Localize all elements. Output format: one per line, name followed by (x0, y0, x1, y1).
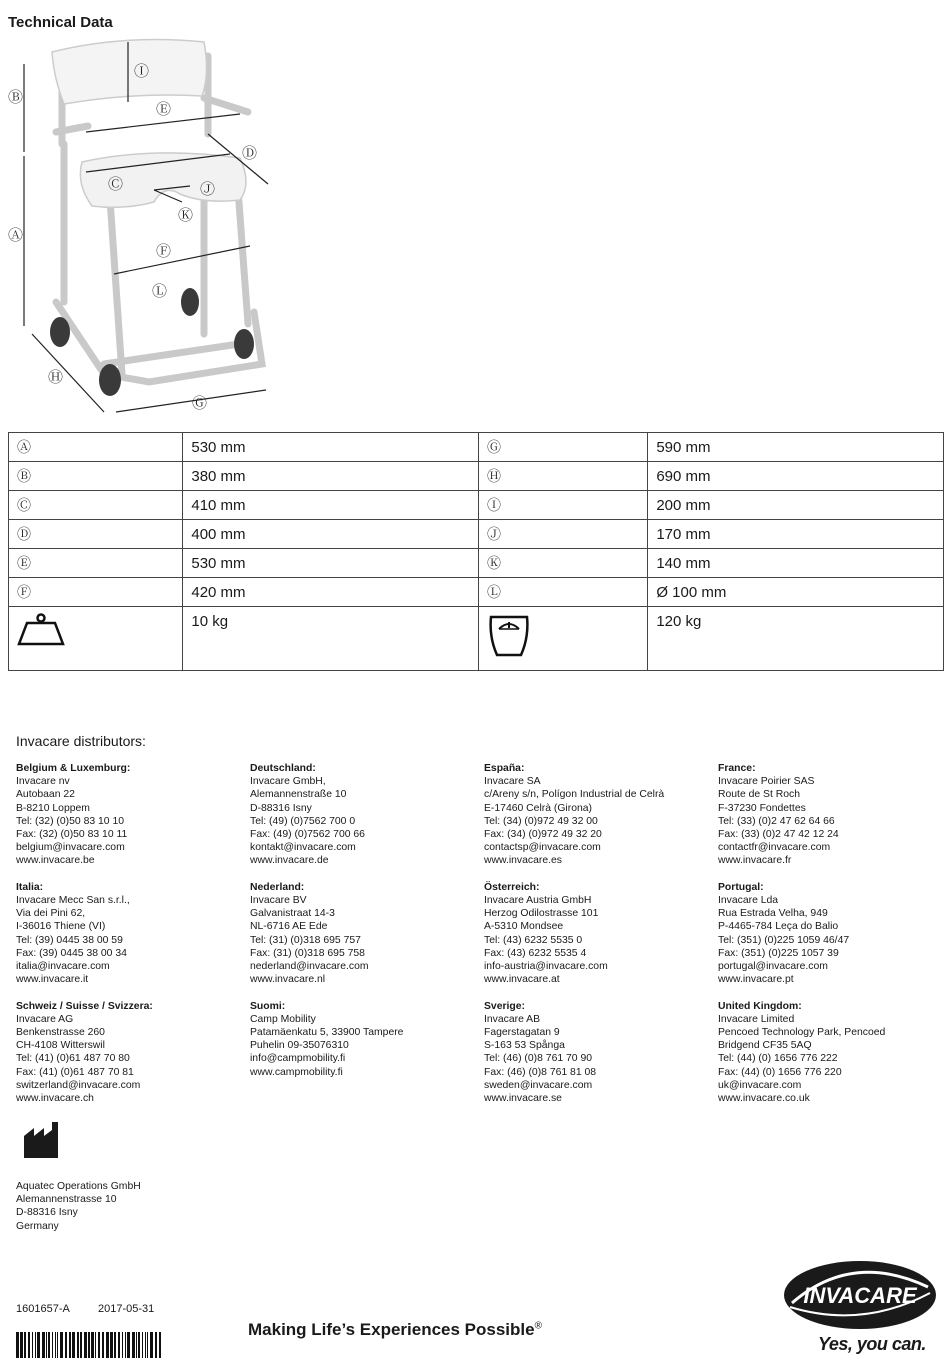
distributor-line: Galvanistraat 14-3 (250, 908, 335, 920)
distributor-line: Autobaan 22 (16, 789, 75, 801)
distributor-line: www.invacare.pt (718, 974, 794, 986)
distributor-line: Tel: (44) (0) 1656 776 222 (718, 1053, 838, 1065)
label-a: Ⓐ (8, 226, 24, 244)
tagline (248, 1320, 542, 1340)
label-i: Ⓘ (134, 62, 150, 80)
distributor-line: Patamäenkatu 5, 33900 Tampere (250, 1027, 404, 1039)
distributor-line: sweden@invacare.com (484, 1079, 593, 1091)
distributor-line: Fax: (39) 0445 38 00 34 (16, 947, 127, 959)
registered-mark: ® (534, 1320, 542, 1332)
distributor-block (484, 762, 712, 868)
label-l: Ⓛ (152, 282, 168, 300)
distributor-block (718, 1000, 946, 1106)
distributor-line: kontakt@invacare.com (250, 842, 356, 854)
distributor-line: www.invacare.se (484, 1093, 562, 1105)
barcode-bar (91, 1332, 94, 1358)
weight-icon-cell (9, 607, 183, 671)
distributor-line: Tel: (39) 0445 38 00 59 (16, 934, 123, 946)
spec-value: 590 mm (648, 433, 944, 462)
distributor-line: D-88316 Isny (250, 802, 312, 814)
chair-weight: 10 kg (183, 607, 479, 671)
barcode-bar (102, 1332, 104, 1358)
distributor-line: Tel: (34) (0)972 49 32 00 (484, 815, 598, 827)
distributor-line: Invacare Mecc San s.r.l., (16, 895, 130, 907)
spec-value: 200 mm (648, 491, 944, 520)
barcode-bar (16, 1332, 19, 1358)
distributor-line: Benkenstrasse 260 (16, 1027, 105, 1039)
distributor-block (16, 881, 244, 987)
spec-label: Ⓛ (478, 578, 647, 607)
distributor-line: Fax: (32) (0)50 83 10 11 (16, 829, 128, 841)
manufacturer-line: Aquatec Operations GmbH (16, 1181, 141, 1192)
spec-label: Ⓙ (478, 520, 647, 549)
manufacturer-line: Alemannenstrasse 10 (16, 1194, 117, 1206)
distributor-column-3 (484, 762, 712, 1118)
distributor-country: Suomi: (250, 1000, 286, 1012)
distributor-line: P-4465-784 Leça do Balio (718, 921, 839, 933)
barcode-bar (132, 1332, 135, 1358)
distributor-line: contactsp@invacare.com (484, 842, 601, 854)
manufacturer-line: Germany (16, 1220, 59, 1232)
distributor-block (250, 762, 478, 868)
barcode-bar (118, 1332, 120, 1358)
distributor-column-2 (250, 762, 478, 1092)
spec-label: Ⓘ (478, 491, 647, 520)
spec-table (8, 432, 944, 671)
distributor-line: Fax: (41) (0)61 487 70 81 (16, 1066, 134, 1078)
barcode-bar (145, 1332, 146, 1358)
slogan: Yes, you can. (818, 1334, 926, 1354)
distributor-country: Deutschland: (250, 763, 316, 774)
distributor-line: Fax: (351) (0)225 1057 39 (718, 947, 839, 959)
barcode-bar (159, 1332, 161, 1358)
distributor-line: Fagerstagatan 9 (484, 1027, 560, 1039)
barcode-bar (122, 1332, 123, 1358)
spec-label: Ⓒ (9, 491, 183, 520)
spec-value: 420 mm (183, 578, 479, 607)
distributor-block (16, 762, 244, 868)
spec-value: 380 mm (183, 462, 479, 491)
distributor-block (16, 1000, 244, 1106)
spec-value: Ø 100 mm (648, 578, 944, 607)
label-d: Ⓓ (242, 144, 258, 162)
distributor-line: Via dei Pini 62, (16, 908, 86, 920)
spec-label: Ⓕ (9, 578, 183, 607)
barcode-bar (57, 1332, 58, 1358)
distributors-heading: Invacare distributors: (16, 733, 146, 749)
distributor-line: Invacare Poirier SAS (718, 776, 815, 788)
logo-text: INVACARE (803, 1283, 917, 1308)
spec-label: Ⓗ (478, 462, 647, 491)
distributor-line: Fax: (34) (0)972 49 32 20 (484, 829, 602, 841)
distributor-line: Fax: (31) (0)318 695 758 (250, 947, 365, 959)
distributor-line: nederland@invacare.com (250, 961, 369, 973)
distributor-line: Rua Estrada Velha, 949 (718, 908, 828, 920)
barcode-bar (48, 1332, 50, 1358)
distributor-line: portugal@invacare.com (718, 961, 828, 973)
distributor-line: Tel: (351) (0)225 1059 46/47 (718, 934, 850, 946)
barcode-bar (136, 1332, 137, 1358)
distributor-line: Alemannenstraße 10 (250, 789, 347, 801)
distributor-line: switzerland@invacare.com (16, 1079, 141, 1091)
distributor-line: www.invacare.co.uk (718, 1093, 810, 1105)
spec-value: 530 mm (183, 549, 479, 578)
manufacturer-address (16, 1180, 141, 1233)
scale-icon (487, 613, 531, 657)
distributor-country: Italia: (16, 881, 44, 893)
barcode-bar (20, 1332, 23, 1358)
distributor-line: Herzog Odilostrasse 101 (484, 908, 599, 920)
distributor-line: Invacare Austria GmbH (484, 895, 592, 907)
distributor-block (484, 1000, 712, 1106)
label-g: Ⓖ (192, 394, 208, 412)
label-f: Ⓕ (156, 242, 172, 260)
manufacturer-line: D-88316 Isny (16, 1207, 78, 1219)
barcode-bar (150, 1332, 153, 1358)
factory-icon (22, 1122, 60, 1160)
max-user-weight: 120 kg (648, 607, 944, 671)
distributor-line: Tel: (32) (0)50 83 10 10 (16, 815, 125, 827)
distributor-line: Tel: (33) (0)2 47 62 64 66 (718, 815, 835, 827)
distributor-country: Nederland: (250, 881, 305, 893)
distributor-country: United Kingdom: (718, 1000, 802, 1012)
distributor-line: Pencoed Technology Park, Pencoed (718, 1027, 886, 1039)
barcode-bar (46, 1332, 47, 1358)
distributor-line: Invacare GmbH, (250, 776, 326, 788)
barcode-bar (95, 1332, 96, 1358)
distributor-line: Invacare Lda (718, 895, 779, 907)
spec-row (9, 578, 944, 607)
weight-icon (17, 613, 65, 647)
barcode-bar (60, 1332, 63, 1358)
distributor-country: Belgium & Luxemburg: (16, 763, 131, 774)
distributor-line: contactfr@invacare.com (718, 842, 831, 854)
spec-label: Ⓖ (478, 433, 647, 462)
shower-chair-diagram (4, 34, 280, 418)
barcode-bar (147, 1332, 148, 1358)
distributor-country: Österreich: (484, 881, 540, 893)
spec-label: Ⓔ (9, 549, 183, 578)
barcode-bar (35, 1332, 36, 1358)
distributor-line: c/Areny s/n, Polígon Industrial de Celrà (484, 789, 665, 801)
document-date: 2017-05-31 (98, 1303, 155, 1315)
distributor-line: Fax: (49) (0)7562 700 66 (250, 829, 365, 841)
spec-label: Ⓑ (9, 462, 183, 491)
distributor-line: www.invacare.fr (718, 855, 792, 867)
distributor-line: Puhelin 09-35076310 (250, 1040, 349, 1052)
barcode-bar (114, 1332, 116, 1358)
distributor-line: Fax: (43) 6232 5535 4 (484, 947, 587, 959)
distributor-column-1 (16, 762, 244, 1118)
distributor-line: Fax: (44) (0) 1656 776 220 (718, 1066, 842, 1078)
spec-row (9, 549, 944, 578)
label-e: Ⓔ (156, 100, 172, 118)
distributor-line: F-37230 Fondettes (718, 802, 806, 814)
distributor-line: www.invacare.be (16, 855, 95, 867)
distributor-line: Fax: (33) (0)2 47 42 12 24 (718, 829, 839, 841)
barcode-bar (127, 1332, 130, 1358)
barcode-bar (65, 1332, 67, 1358)
distributor-line: Tel: (49) (0)7562 700 0 (250, 815, 356, 827)
distributor-line: B-8210 Loppem (16, 802, 90, 814)
distributor-line: Fax: (46) (0)8 761 81 08 (484, 1066, 597, 1078)
spec-row (9, 433, 944, 462)
barcode-bar (28, 1332, 30, 1358)
barcode-bar (80, 1332, 82, 1358)
distributor-line: NL-6716 AE Ede (250, 921, 328, 933)
distributor-line: uk@invacare.com (718, 1079, 802, 1091)
weight-row (9, 607, 944, 671)
document-number: 1601657-A (16, 1303, 70, 1315)
distributor-line: Tel: (43) 6232 5535 0 (484, 934, 583, 946)
distributor-block (250, 881, 478, 987)
barcode-bar (142, 1332, 143, 1358)
spec-value: 400 mm (183, 520, 479, 549)
distributor-block (250, 1000, 478, 1079)
spec-value: 530 mm (183, 433, 479, 462)
label-b: Ⓑ (8, 88, 24, 106)
spec-value: 140 mm (648, 549, 944, 578)
distributor-line: www.campmobility.fi (250, 1066, 343, 1078)
barcode-bar (32, 1332, 33, 1358)
distributor-line: Invacare AB (484, 1013, 541, 1025)
distributor-line: www.invacare.de (250, 855, 329, 867)
spec-row (9, 491, 944, 520)
barcode-bar (88, 1332, 90, 1358)
distributor-line: www.invacare.ch (16, 1093, 94, 1105)
label-k: Ⓚ (178, 206, 194, 224)
distributor-line: Invacare SA (484, 776, 541, 788)
spec-value: 170 mm (648, 520, 944, 549)
distributor-line: info-austria@invacare.com (484, 961, 608, 973)
distributor-line: Tel: (31) (0)318 695 757 (250, 934, 361, 946)
distributor-line: belgium@invacare.com (16, 842, 125, 854)
spec-value: 690 mm (648, 462, 944, 491)
distributor-block (718, 762, 946, 868)
barcode-bar (125, 1332, 126, 1358)
barcode-bar (110, 1332, 113, 1358)
barcode-bar (24, 1332, 26, 1358)
barcode-bar (72, 1332, 75, 1358)
label-c: Ⓒ (108, 175, 124, 193)
spec-label: Ⓚ (478, 549, 647, 578)
distributor-line: A-5310 Mondsee (484, 921, 564, 933)
barcode (16, 1332, 164, 1358)
distributor-country: España: (484, 763, 525, 774)
tagline-text: Making Life’s Experiences Possible (248, 1320, 535, 1339)
distributor-line: www.invacare.at (484, 974, 560, 986)
spec-row (9, 462, 944, 491)
distributor-line: italia@invacare.com (16, 961, 110, 973)
barcode-bar (106, 1332, 109, 1358)
barcode-bar (42, 1332, 45, 1358)
distributor-block (484, 881, 712, 987)
distributor-line: info@campmobility.fi (250, 1053, 346, 1065)
barcode-bar (52, 1332, 53, 1358)
barcode-bar (69, 1332, 71, 1358)
barcode-bar (84, 1332, 87, 1358)
distributor-country: Schweiz / Suisse / Svizzera: (16, 1000, 153, 1012)
page-title: Technical Data (8, 14, 113, 31)
barcode-bar (138, 1332, 140, 1358)
invacare-logo (782, 1259, 938, 1331)
distributor-line: E-17460 Celrà (Girona) (484, 802, 592, 814)
distributor-line: Tel: (46) (0)8 761 70 90 (484, 1053, 593, 1065)
distributor-line: www.invacare.it (16, 974, 89, 986)
distributor-line: Invacare BV (250, 895, 307, 907)
distributor-line: Route de St Roch (718, 789, 801, 801)
distributor-line: Invacare AG (16, 1013, 74, 1025)
spec-label: Ⓓ (9, 520, 183, 549)
distributor-line: Invacare nv (16, 776, 70, 788)
spec-row (9, 520, 944, 549)
distributor-line: Invacare Limited (718, 1013, 795, 1025)
barcode-bar (98, 1332, 100, 1358)
distributor-line: S-163 53 Spånga (484, 1040, 565, 1052)
spec-label: Ⓐ (9, 433, 183, 462)
distributor-line: www.invacare.nl (250, 974, 326, 986)
distributor-line: www.invacare.es (484, 855, 562, 867)
barcode-bar (77, 1332, 79, 1358)
label-j: Ⓙ (200, 180, 216, 198)
spec-value: 410 mm (183, 491, 479, 520)
distributor-country: Sverige: (484, 1000, 526, 1012)
barcode-bar (55, 1332, 56, 1358)
distributor-line: Bridgend CF35 5AQ (718, 1040, 812, 1052)
distributor-column-4 (718, 762, 946, 1118)
distributor-country: Portugal: (718, 881, 764, 893)
scale-icon-cell (478, 607, 647, 671)
distributor-line: Tel: (41) (0)61 487 70 80 (16, 1053, 130, 1065)
label-h: Ⓗ (48, 368, 64, 386)
distributor-block (718, 881, 946, 987)
distributor-line: CH-4108 Witterswil (16, 1040, 105, 1052)
distributor-line: Camp Mobility (250, 1013, 316, 1025)
distributor-line: I-36016 Thiene (VI) (16, 921, 106, 933)
barcode-bar (37, 1332, 40, 1358)
distributor-country: France: (718, 763, 756, 774)
barcode-bar (155, 1332, 157, 1358)
